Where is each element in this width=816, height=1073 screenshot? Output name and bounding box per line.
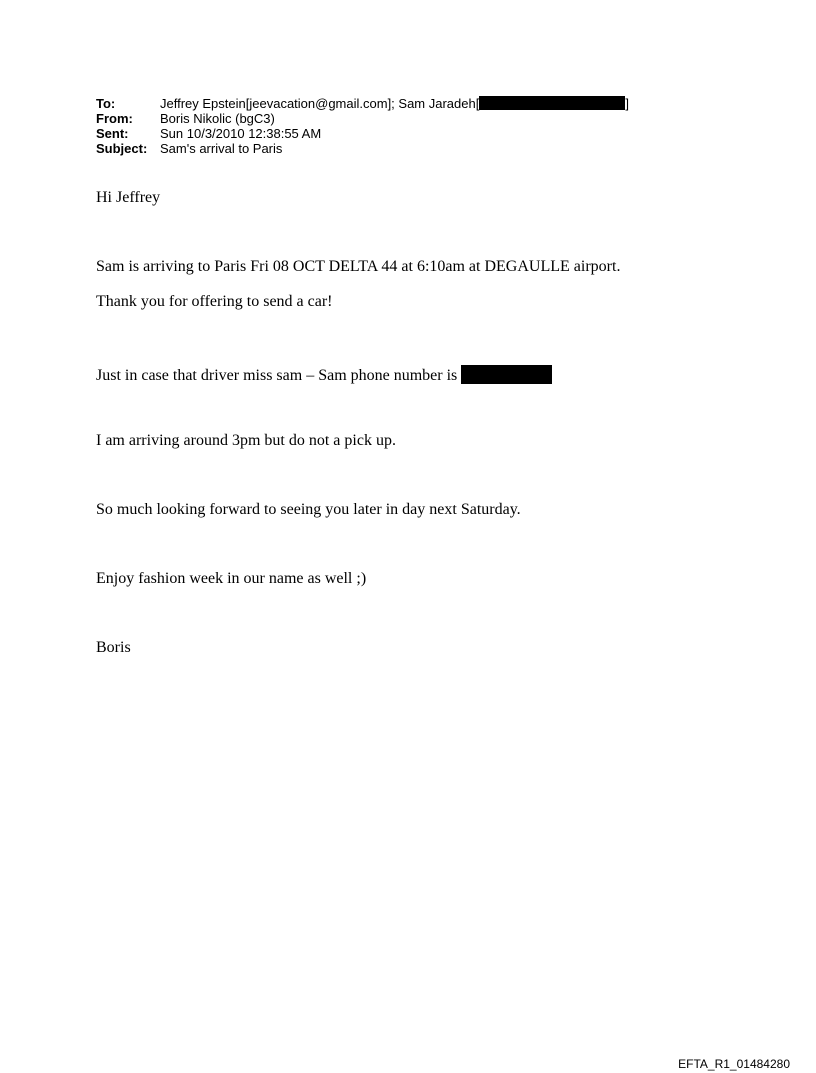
subject-value: Sam's arrival to Paris xyxy=(160,141,283,156)
to-label: To: xyxy=(96,96,116,111)
arrival-line: Sam is arriving to Paris Fri 08 OCT DELTA 44 at 6:10am at DEGAULLE airport. xyxy=(96,258,621,275)
document-id: EFTA_R1_01484280 xyxy=(678,1057,790,1071)
to-value xyxy=(160,96,629,111)
from-label: From: xyxy=(96,111,133,126)
to-recipients: Jeffrey Epstein[jeevacation@gmail.com]; Sam Jaradeh[ xyxy=(160,96,480,111)
greeting: Hi Jeffrey xyxy=(96,189,161,206)
to-close-bracket: ] xyxy=(625,96,629,111)
sent-label: Sent: xyxy=(96,126,129,141)
from-value: Boris Nikolic (bgC3) xyxy=(160,111,275,126)
signature: Boris xyxy=(96,639,131,656)
subject-label: Subject: xyxy=(96,141,148,156)
email-header xyxy=(96,96,736,156)
sent-value: Sun 10/3/2010 12:38:55 AM xyxy=(160,126,322,141)
from-row xyxy=(96,111,736,126)
thanks-line: Thank you for offering to send a car! xyxy=(96,293,333,310)
sent-row xyxy=(96,126,736,141)
phone-line-text: Just in case that driver miss sam – Sam phone number is xyxy=(96,367,458,384)
redacted-phone-block xyxy=(461,365,552,384)
pickup-line: I am arriving around 3pm but do not a pick up. xyxy=(96,432,396,449)
redacted-email-block xyxy=(479,96,625,110)
phone-line xyxy=(96,365,552,385)
subject-row xyxy=(96,141,736,156)
fashion-line: Enjoy fashion week in our name as well ;) xyxy=(96,570,367,587)
looking-forward-line: So much looking forward to seeing you later in day next Saturday. xyxy=(96,501,521,518)
to-row xyxy=(96,96,736,111)
